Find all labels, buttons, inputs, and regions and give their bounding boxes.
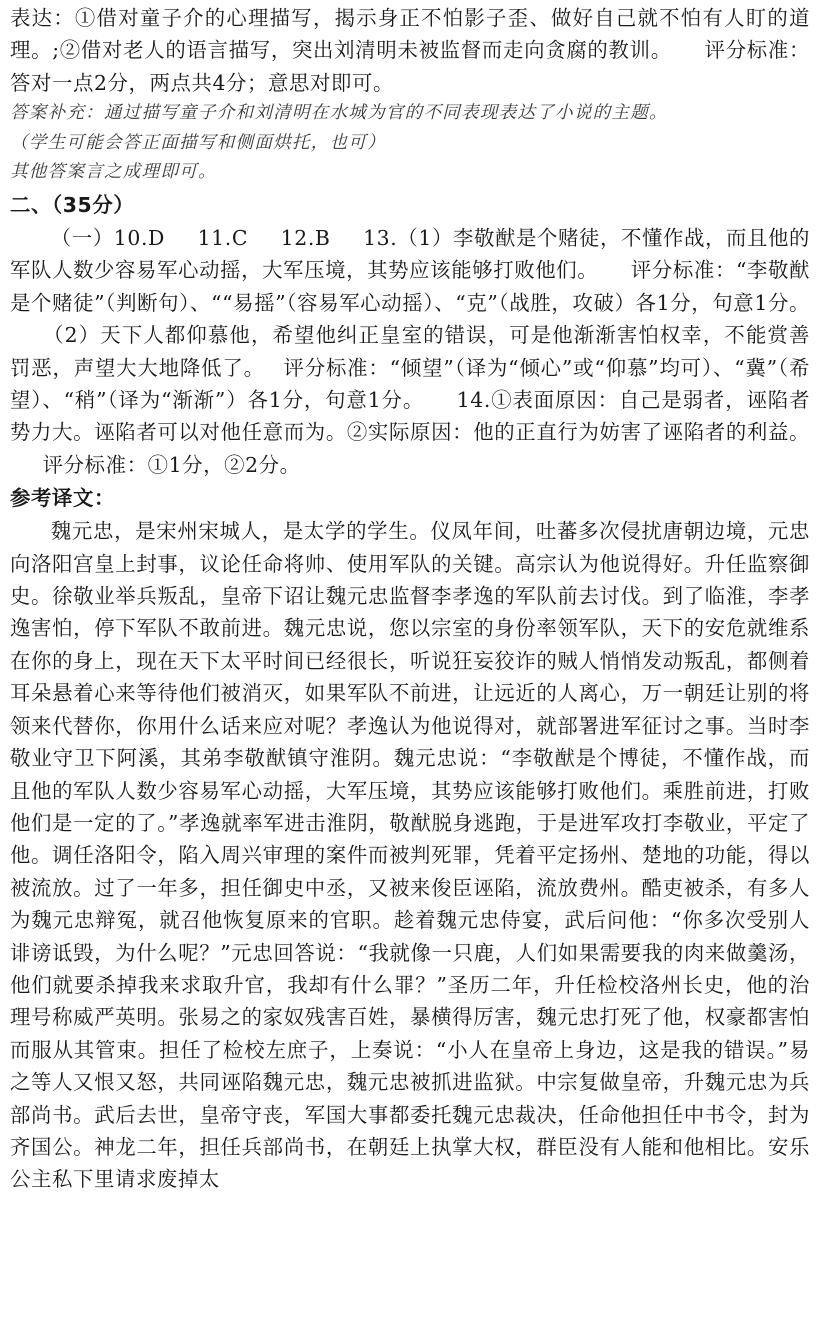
translation-heading: 参考译文： [10, 486, 115, 511]
supplement-line-3: 其他答案言之成理即可。 [10, 162, 217, 183]
supplement-line-2: （学生可能会答正面描写和侧面烘托，也可） [10, 132, 386, 153]
supplement-line-1: 答案补充：通过描写童子介和刘清明在水城为官的不同表现表达了小说的主题。 [10, 103, 668, 124]
answer-q14: 14.①表面原因：自己是弱者，诬陷者势力大。诬陷者可以对他任意而为。②实际原因：他的正直行为妨害了诬陷者的利益。 [10, 388, 810, 445]
scoring-text-1: 评分标准：答对一点2分，两点共4分；意思对即可。 [10, 38, 810, 95]
answer-text-1: 表达：①借对童子介的心理描写，揭示身正不怕影子歪、做好自己就不怕有人盯的道理。;②借对老人的语言描写，突出刘清明未被监督而走向贪腐的教训。 [10, 6, 810, 63]
scoring-q13-2: 评分标准：“倾望”（译为“倾心”或“仰慕”均可）、“冀”（希望）、“稍”（译为“渐渐”）各1分，句意1分。 [10, 355, 810, 413]
answer-paragraph-1 [10, 2, 810, 99]
answer-q12: 12.B [280, 226, 331, 250]
section-2-heading: 二、（35分） [10, 193, 135, 217]
answer-q13-1: 13.（1）李敬猷是个赌徒，不懂作战，而且他的军队人数少容易军心动摇，大军压境，其势应该能够打败他们。 [10, 226, 810, 283]
answer-q13-2: （2）天下人都仰慕他，希望他纠正皇室的错误，可是他渐渐害怕权幸，不能赏善罚恶，声望大大地降低了。 [10, 323, 810, 380]
answer-q11: 11.C [197, 226, 249, 250]
section-2-answers [10, 222, 810, 481]
scoring-q14: 评分标准：①1分，②2分。 [42, 452, 301, 477]
translation-body: 魏元忠，是宋州宋城人，是太学的学生。仪凤年间，吐蕃多次侵扰唐朝边境，元忠向洛阳宫皇上封事，议论任命将帅、使用军队的关键。高宗认为他说得好。升任监察御史。徐敬业举兵叛乱，皇帝下诏让魏元忠监督李孝逸的军队前去讨伐。到了临淮，李孝逸害怕，停下军队不敢前进。魏元忠说，您以宗室的身份率领军队，天下的安危就维系在你的身上，现在天下太平时间已经很长，听说狂妄狡诈的贼人悄悄发动叛乱，都侧着耳朵悬着心来等待他们被消灭，如果军队不前进，让远近的人离心，万一朝廷让别的将领来代替你，你用什么话来应对呢？孝逸认为他说得对，就部署进军征讨之事。当时李敬业守卫下阿溪，其弟李敬猷镇守淮阴。魏元忠说：“李敬猷是个博徒，不懂作战，而且他的军队人数少容易军心动摇，大军压境，其势应该能够打败他们。乘胜前进，打败他们是一定的了。”孝逸就率军进击淮阴，敬猷脱身逃跑，于是进军攻打李敬业，平定了他。调任洛阳令，陷入周兴审理的案件而被判死罪，凭着平定扬州、楚地的功能，得以被流放。过了一年多，担任御史中丞，又被来俊臣诬陷，流放费州。酷吏被杀，有多人为魏元忠辩冤，就召他恢复原来的官职。趁着魏元忠侍宴，武后问他：“你多次受别人诽谤诋毁，为什么呢？”元忠回答说：“我就像一只鹿，人们如果需要我的肉来做羹汤，他们就要杀掉我来求取升官，我却有什么罪？”圣历二年，升任检校洛州长史，他的治理号称威严英明。张易之的家奴残害百姓，暴横得厉害，魏元忠打死了他，权豪都害怕而服从其管束。担任了检校左庶子，上奏说：“小人在皇帝上身边，这是我的错误。”易之等人又恨又怒，共同诬陷魏元忠，魏元忠被抓进监狱。中宗复做皇帝，升魏元忠为兵部尚书。武后去世，皇帝守丧，军国大事都委托魏元忠裁决，任命他担任中书令，封为齐国公。神龙二年，担任兵部尚书，在朝廷上执掌大权，群臣没有人能和他相比。安乐公主私下里请求废掉太 [10, 519, 810, 1192]
answer-q10: （一）10.D [50, 226, 165, 250]
scoring-q13-1: 评分标准：“李敬猷是个赌徒”（判断句）、““易摇”（容易军心动摇）、“克”（战胜，攻破）各1分，句意1分。 [10, 258, 810, 315]
document-page [10, 2, 810, 1312]
